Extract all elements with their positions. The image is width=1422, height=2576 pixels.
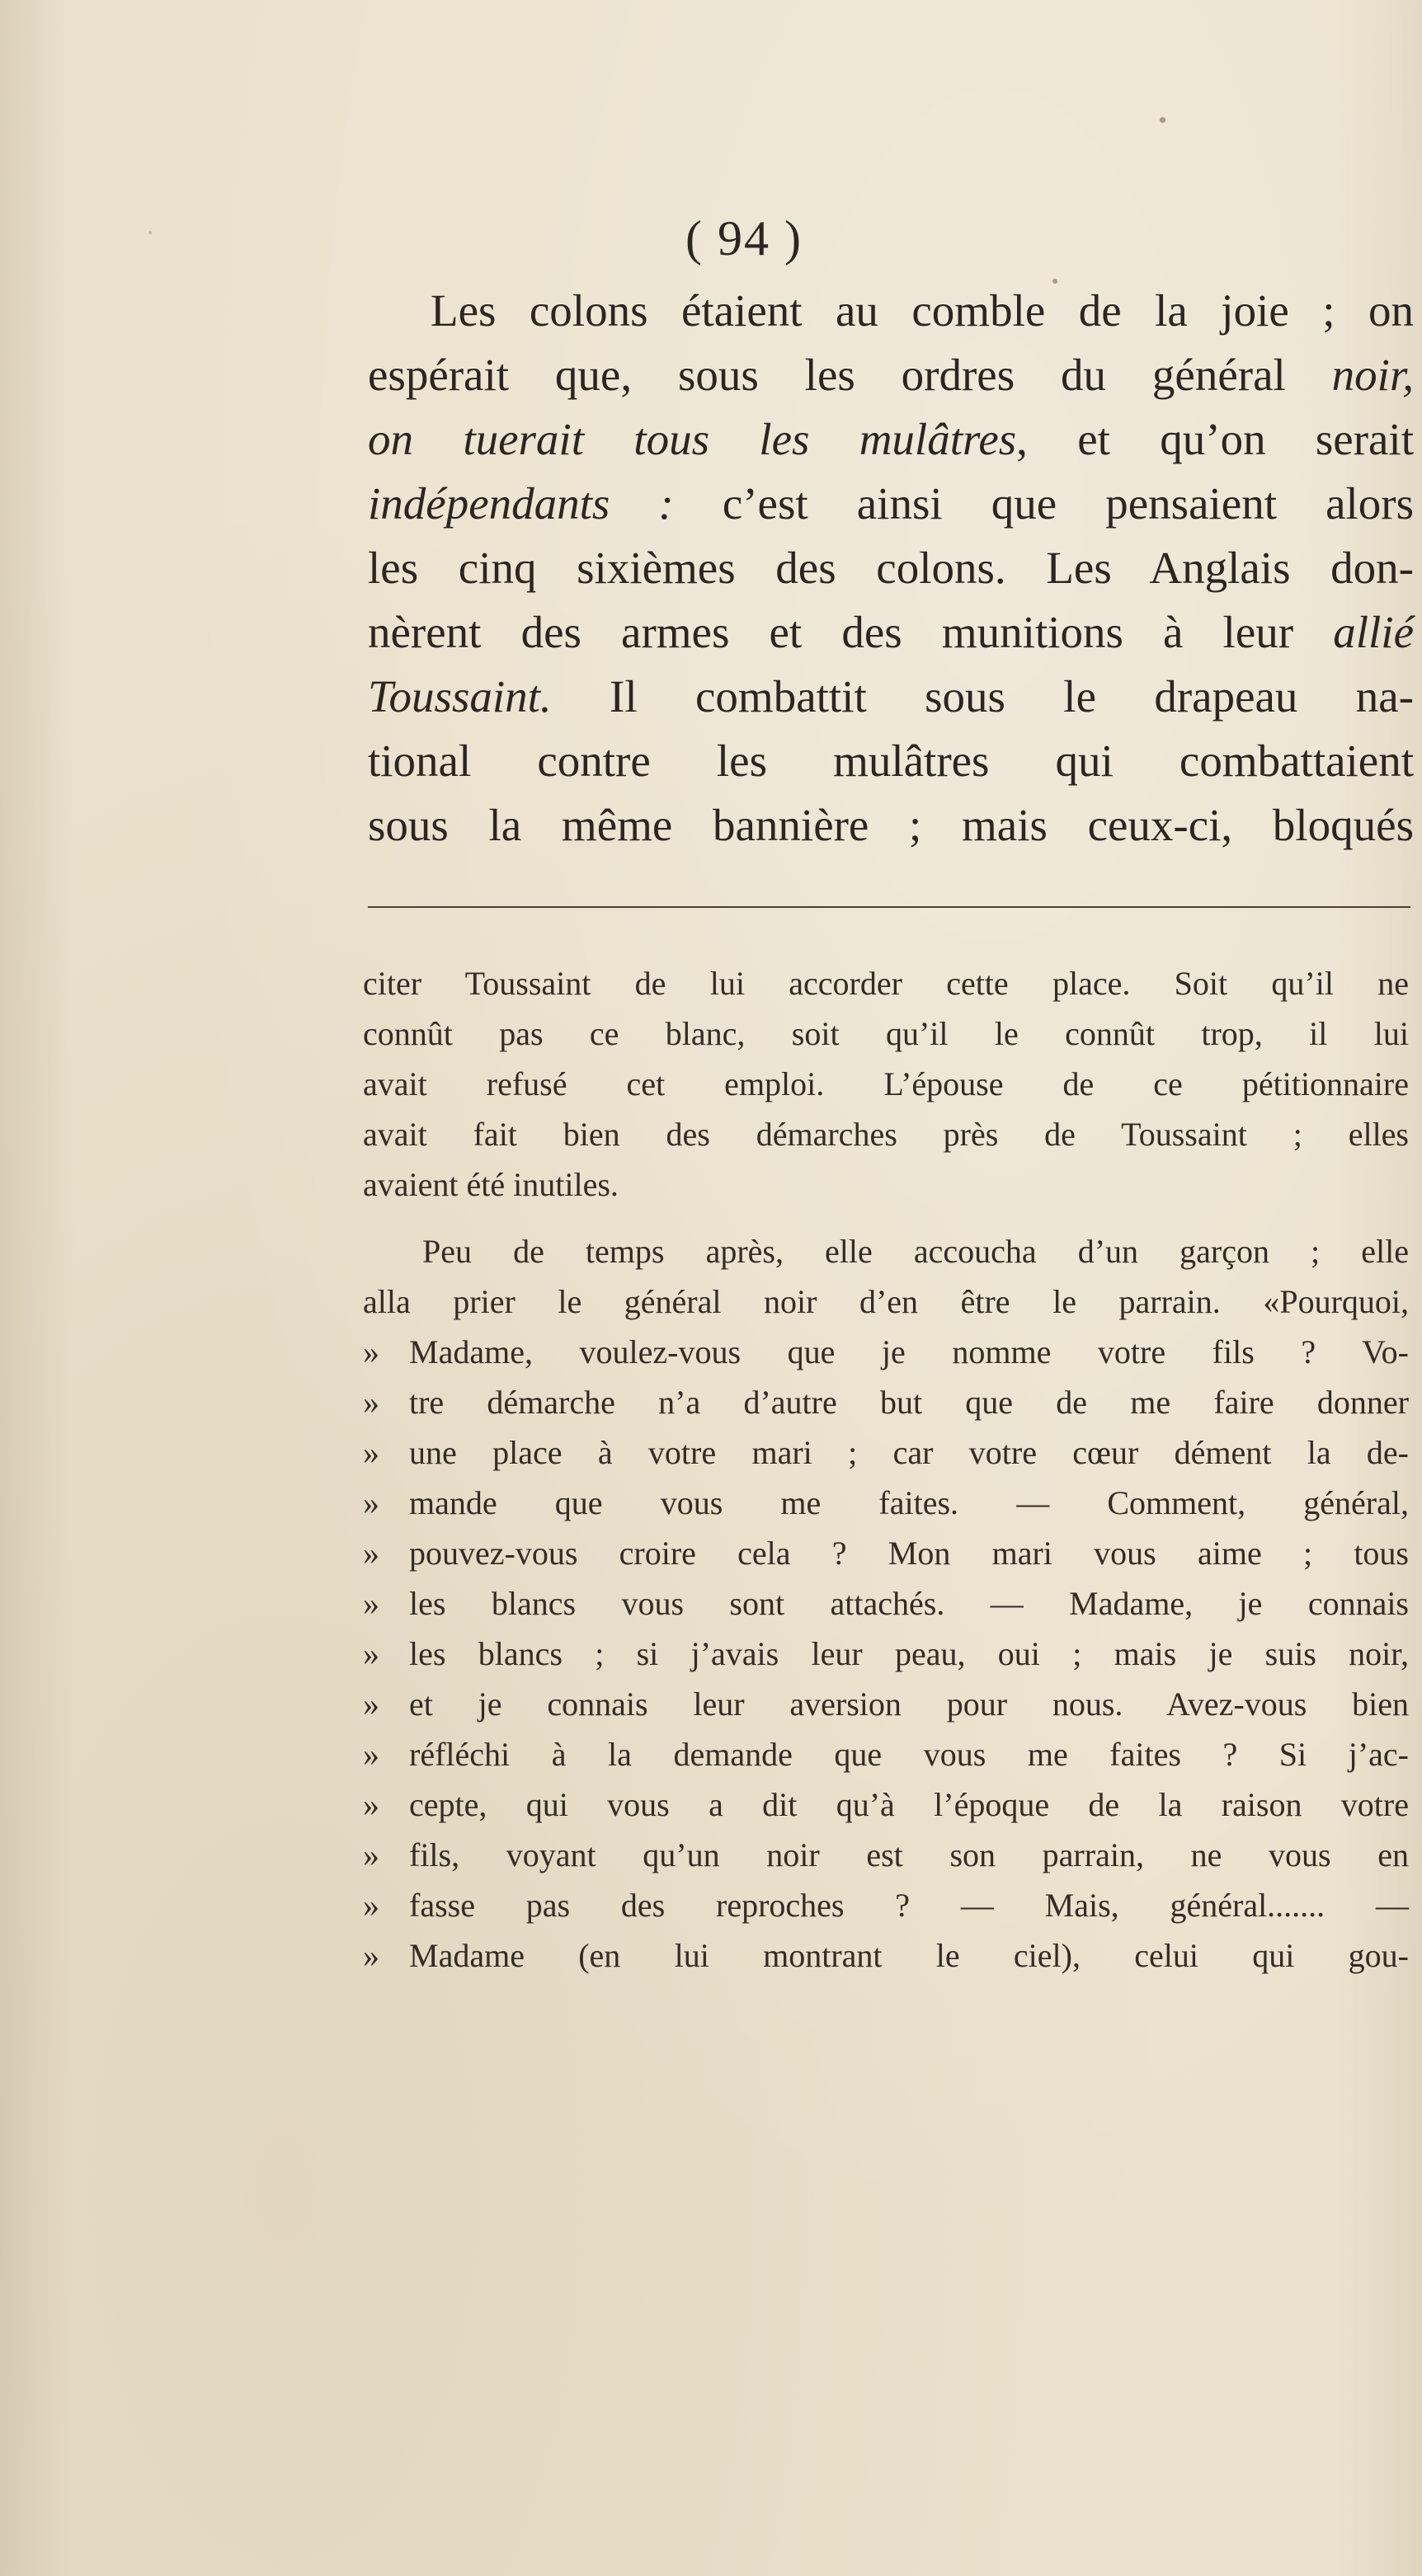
quoted-line: » les blancs vous sont attachés. — Madame, je connais xyxy=(363,1578,1409,1629)
quoted-line: » Madame, voulez-vous que je nomme votre fils ? Vo- xyxy=(363,1327,1409,1377)
quoted-line: » mande que vous me faites. — Comment, général, xyxy=(363,1478,1409,1528)
quoted-line: » pouvez-vous croire cela ? Mon mari vous aime ; tous xyxy=(363,1528,1409,1578)
quoted-line: » fasse pas des reproches ? — Mais, général....... — xyxy=(363,1880,1409,1930)
paper-speck xyxy=(1160,117,1165,123)
main-line: indépendants : c’est ainsi que pensaient alors xyxy=(368,478,1414,529)
main-line: espérait que, sous les ordres du général noir, xyxy=(368,350,1415,400)
quote-mark: » xyxy=(363,1484,379,1521)
quote-mark: » xyxy=(363,1384,379,1421)
quoted-line: » tre démarche n’a d’autre but que de me faire donner xyxy=(363,1377,1409,1427)
main-line: Toussaint. Il combattit sous le drapeau na- xyxy=(368,671,1414,722)
quoted-line: » fils, voyant qu’un noir est son parrain, ne vous en xyxy=(363,1830,1409,1880)
quoted-line: » Madame (en lui montrant le ciel), celui qui gou- xyxy=(363,1930,1409,1981)
quote-mark: » xyxy=(363,1434,379,1471)
main-line: nèrent des armes et des munitions à leur allié xyxy=(368,607,1415,657)
quote-mark: » xyxy=(363,1333,379,1370)
quoted-line: » les blancs ; si j’avais leur peau, oui ; mais je suis noir, xyxy=(363,1629,1409,1679)
footnote-line: citer Toussaint de lui accorder cette place. Soit qu’il ne xyxy=(363,965,1409,1002)
quote-mark: » xyxy=(363,1535,379,1572)
main-line: tional contre les mulâtres qui combattaient xyxy=(368,736,1414,786)
quote-mark: » xyxy=(363,1736,379,1773)
quoted-line: » une place à votre mari ; car votre cœur dément la de- xyxy=(363,1427,1409,1478)
footnote xyxy=(363,958,1409,1981)
main-text xyxy=(368,279,1414,858)
paragraph-gap xyxy=(363,1210,1409,1226)
footnote-line: alla prier le général noir d’en être le parrain. «Pourquoi, xyxy=(363,1283,1409,1320)
main-line: on tuerait tous les mulâtres, et qu’on serait xyxy=(368,414,1414,464)
quote-mark: » xyxy=(363,1836,379,1873)
page-number: ( 94 ) xyxy=(685,211,803,266)
quoted-line: » cepte, qui vous a dit qu’à l’époque de la raison votre xyxy=(363,1779,1409,1830)
quote-mark: » xyxy=(363,1887,379,1924)
quoted-line: » et je connais leur aversion pour nous. Avez-vous bien xyxy=(363,1679,1409,1729)
footnote-line: Peu de temps après, elle accoucha d’un garçon ; elle xyxy=(422,1233,1409,1270)
quoted-line: » réfléchi à la demande que vous me faites ? Si j’ac- xyxy=(363,1729,1409,1779)
quote-mark: » xyxy=(363,1585,379,1622)
main-line: sous la même bannière ; mais ceux-ci, bloqués xyxy=(368,800,1414,850)
footnote-line: connût pas ce blanc, soit qu’il le connût trop, il lui xyxy=(363,1015,1409,1052)
quote-mark: » xyxy=(363,1786,379,1823)
quote-mark: » xyxy=(363,1635,379,1672)
footnote-separator xyxy=(368,906,1410,908)
footnote-line: avait refusé cet emploi. L’épouse de ce pétitionnaire xyxy=(363,1065,1409,1102)
footnote-line: avaient été inutiles. xyxy=(363,1166,619,1203)
quote-mark: » xyxy=(363,1685,379,1723)
main-line: les cinq sixièmes des colons. Les Anglais don- xyxy=(368,543,1414,593)
quote-mark: » xyxy=(363,1937,379,1974)
footnote-line: avait fait bien des démarches près de Toussaint ; elles xyxy=(363,1116,1409,1153)
main-line: Les colons étaient au comble de la joie ; on xyxy=(431,285,1414,336)
